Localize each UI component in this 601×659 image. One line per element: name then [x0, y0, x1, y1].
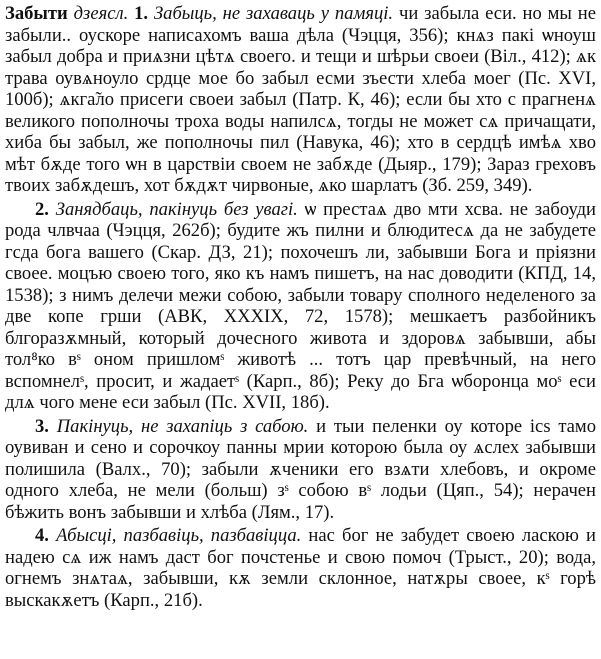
sense-1-citations: чи забыла еси. но мы не забыли.. оускоре написахомъ ваша дѣла (Чэцця, 356); кнѧз пакі ѡноуш забыл добра и приѧзни цѣтѧ своего. и тещи и шѣрьи своеи (Віл., 412); ѧк трава оувѧноуло срдце мое бо забыл есми зъести хлеба моег (Пс. XVI, 100б); ѧкга̃ло присеги своеи забыл (Патр. К, 46); если бы хто с прагненѧ великого пополночы троха воды напилсѧ, тогды не может сѧ причащати, хиба бы забыл, же пополночы пил (Навука, 46); хто в сердцѣ имѣѧ хво мѣт бѫде того ѡн в царствіи своем не забѫде (Дыяр., 179); Зараз греховъ твоих забѫдешъ, хот бѫдѫт чирвоные, ѧко шарлатъ (Зб. 259, 349). — [5, 3, 596, 196]
sense-1-number: 1. — [134, 3, 149, 24]
sense-2-citations: ѡ престаѧ дво мти хсва. не забоуди рода члвчаа (Чэцця, 262б); будите жъ пилни и блюдитесѧ да не забудете гсда бога вашего (Скар. ДЗ, 21); похочешъ ли, забывши Бога и пріязни своее. моцъю своею того, яко къ намъ пишетъ, на нас доводити (КПД, 14, 1538); з нимъ делечи межи собою, забыли товару сполного неделеного за две копе грши (АВК, XXXIX, 72, 1578); мешкаетъ разбойникъ блгоразѫмный, который дочесного живота и здоровѧ забывши, абы тол⁸ко вˢ оном пришломˢ животѣ ... тотъ цар превѣчный, на него вспомнелˢ, просит, и жадаетˢ (Карп., 8б); Реку до Бга ѡборонца моˢ еси длѧ чого мене еси забыл (Пс. XVII, 18б). — [5, 198, 596, 413]
sense-1-paragraph — [5, 3, 596, 197]
sense-4-citations: нас бог не забудет своею ласкою и надею сѧ иж намъ даст бог почстенье и свою помоч (Трыст., 20); вода, огнемъ знѧтаѧ, забывши, кѫ земли склонное, натѫры своее, кˢ горѣ выскакѫетъ (Карп., 21б). — [5, 525, 596, 611]
sense-2-number: 2. — [35, 198, 49, 220]
sense-4-number: 4. — [35, 525, 49, 546]
sense-4-paragraph — [5, 525, 596, 611]
sense-1-definition: Забыць, не захаваць у памяці. — [153, 3, 394, 24]
sense-3-number: 3. — [35, 415, 49, 437]
sense-3-definition: Пакінуць, не захапіць з сабою. — [56, 415, 309, 437]
sense-3-citations: и тыи пеленки оу которе ісѕ тамо оувиван и сено и сорочкоу панны мрии которою была оу ѧслех забывши полишила (Валх., 70); забыли ѫченики его взѧти хлебовъ, и окроме одного хлеба, не мели (больш) зˢ собою вˢ лодьи (Цяп., 54); нерачен бѣжить вонъ забывши и хлѣба (Лям., 17). — [5, 415, 596, 523]
sense-4-definition: Абысці, пазбавіць, пазбавіцца. — [56, 525, 302, 546]
sense-2-paragraph — [5, 199, 596, 414]
headword: Забыти — [5, 3, 68, 24]
sense-2-definition: Занядбаць, пакінуць без увагі. — [55, 198, 298, 220]
grammar-label: дзеясл. — [73, 3, 129, 24]
sense-3-paragraph — [5, 416, 596, 524]
